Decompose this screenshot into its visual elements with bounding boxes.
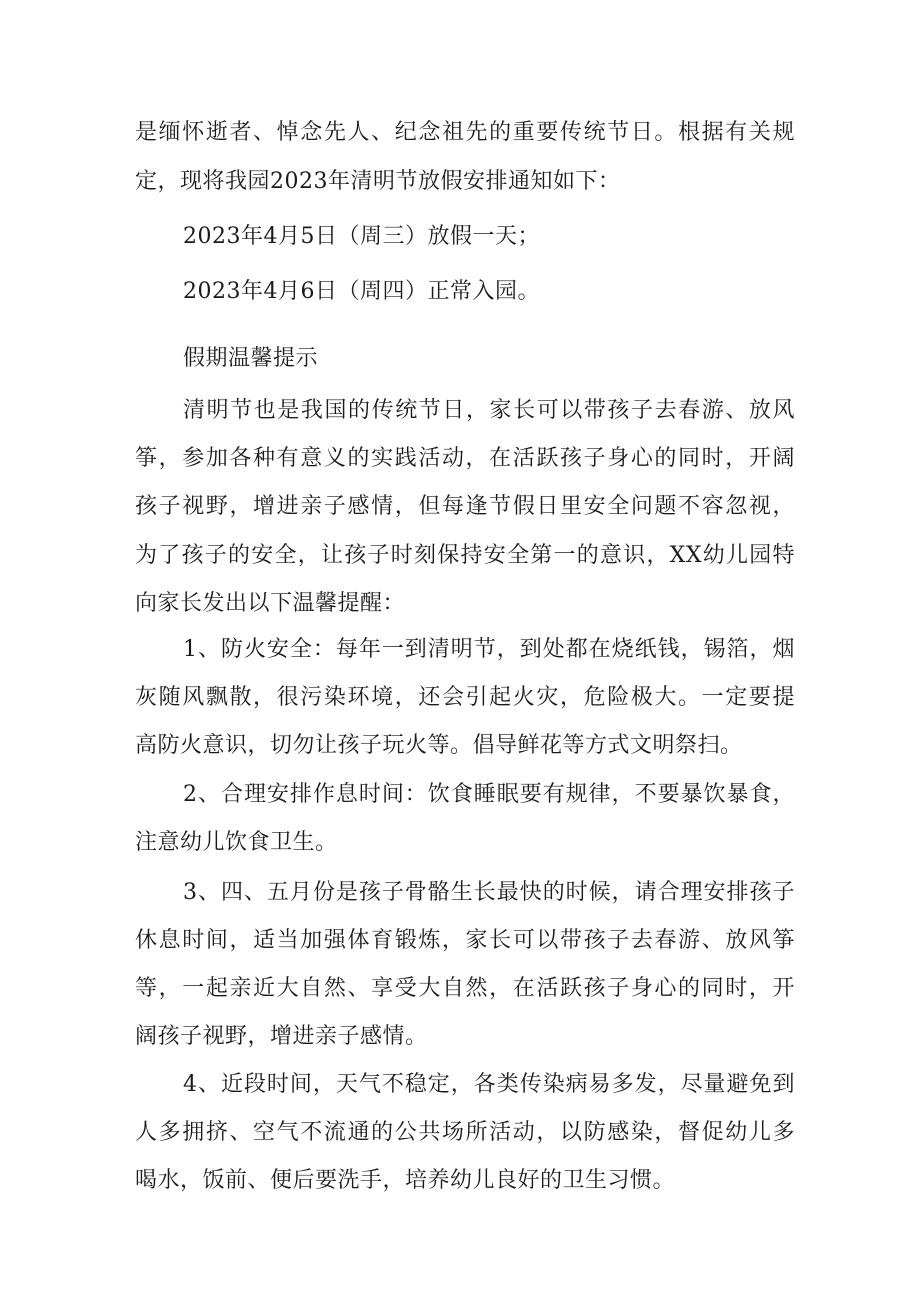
text-line: 人多拥挤、空气不流通的公共场所活动，以防感染，督促幼儿多 xyxy=(135,1120,795,1145)
text-line: 1、防火安全：每年一到清明节，到处都在烧纸钱，锡箔，烟 xyxy=(183,637,795,662)
text-line: 筝，参加各种有意义的实践活动，在活跃孩子身心的同时，开阔 xyxy=(135,446,795,471)
text-line: 3、四、五月份是孩子骨骼生长最快的时候，请合理安排孩子 xyxy=(183,880,795,905)
text-line: 孩子视野，增进亲子感情，但每逢节假日里安全问题不容忽视， xyxy=(135,494,795,519)
text-line: 注意幼儿饮食卫生。 xyxy=(135,830,338,855)
text-line: 向家长发出以下温馨提醒： xyxy=(135,591,406,616)
text-line: 4、近段时间，天气不稳定，各类传染病易多发，尽量避免到 xyxy=(183,1072,795,1097)
section-heading: 假期温馨提示 xyxy=(183,346,319,371)
text-line: 为了孩子的安全，让孩子时刻保持安全第一的意识，XX幼儿园特 xyxy=(135,543,795,568)
text-line: 2023年4月6日（周四）正常入园。 xyxy=(183,279,540,304)
text-line: 清明节也是我国的传统节日，家长可以带孩子去春游、放风 xyxy=(183,398,795,423)
text-line: 定，现将我园2023年清明节放假安排通知如下： xyxy=(135,169,621,194)
text-line: 2、合理安排作息时间：饮食睡眠要有规律，不要暴饮暴食， xyxy=(183,782,795,807)
text-line: 灰随风飘散，很污染环境，还会引起火灾，危险极大。一定要提 xyxy=(135,685,795,710)
text-line: 等，一起亲近大自然、享受大自然，在活跃孩子身心的同时，开 xyxy=(135,976,795,1001)
text-line: 喝水，饭前、便后要洗手，培养幼儿良好的卫生习惯。 xyxy=(135,1168,676,1193)
text-line: 休息时间，适当加强体育锻炼，家长可以带孩子去春游、放风筝 xyxy=(135,928,795,953)
text-line: 高防火意识，切勿让孩子玩火等。倡导鲜花等方式文明祭扫。 xyxy=(135,733,743,758)
text-line: 2023年4月5日（周三）放假一天； xyxy=(183,224,540,249)
text-line: 阔孩子视野，增进亲子感情。 xyxy=(135,1024,428,1049)
text-line: 是缅怀逝者、悼念先人、纪念祖先的重要传统节日。根据有关规 xyxy=(135,120,795,145)
